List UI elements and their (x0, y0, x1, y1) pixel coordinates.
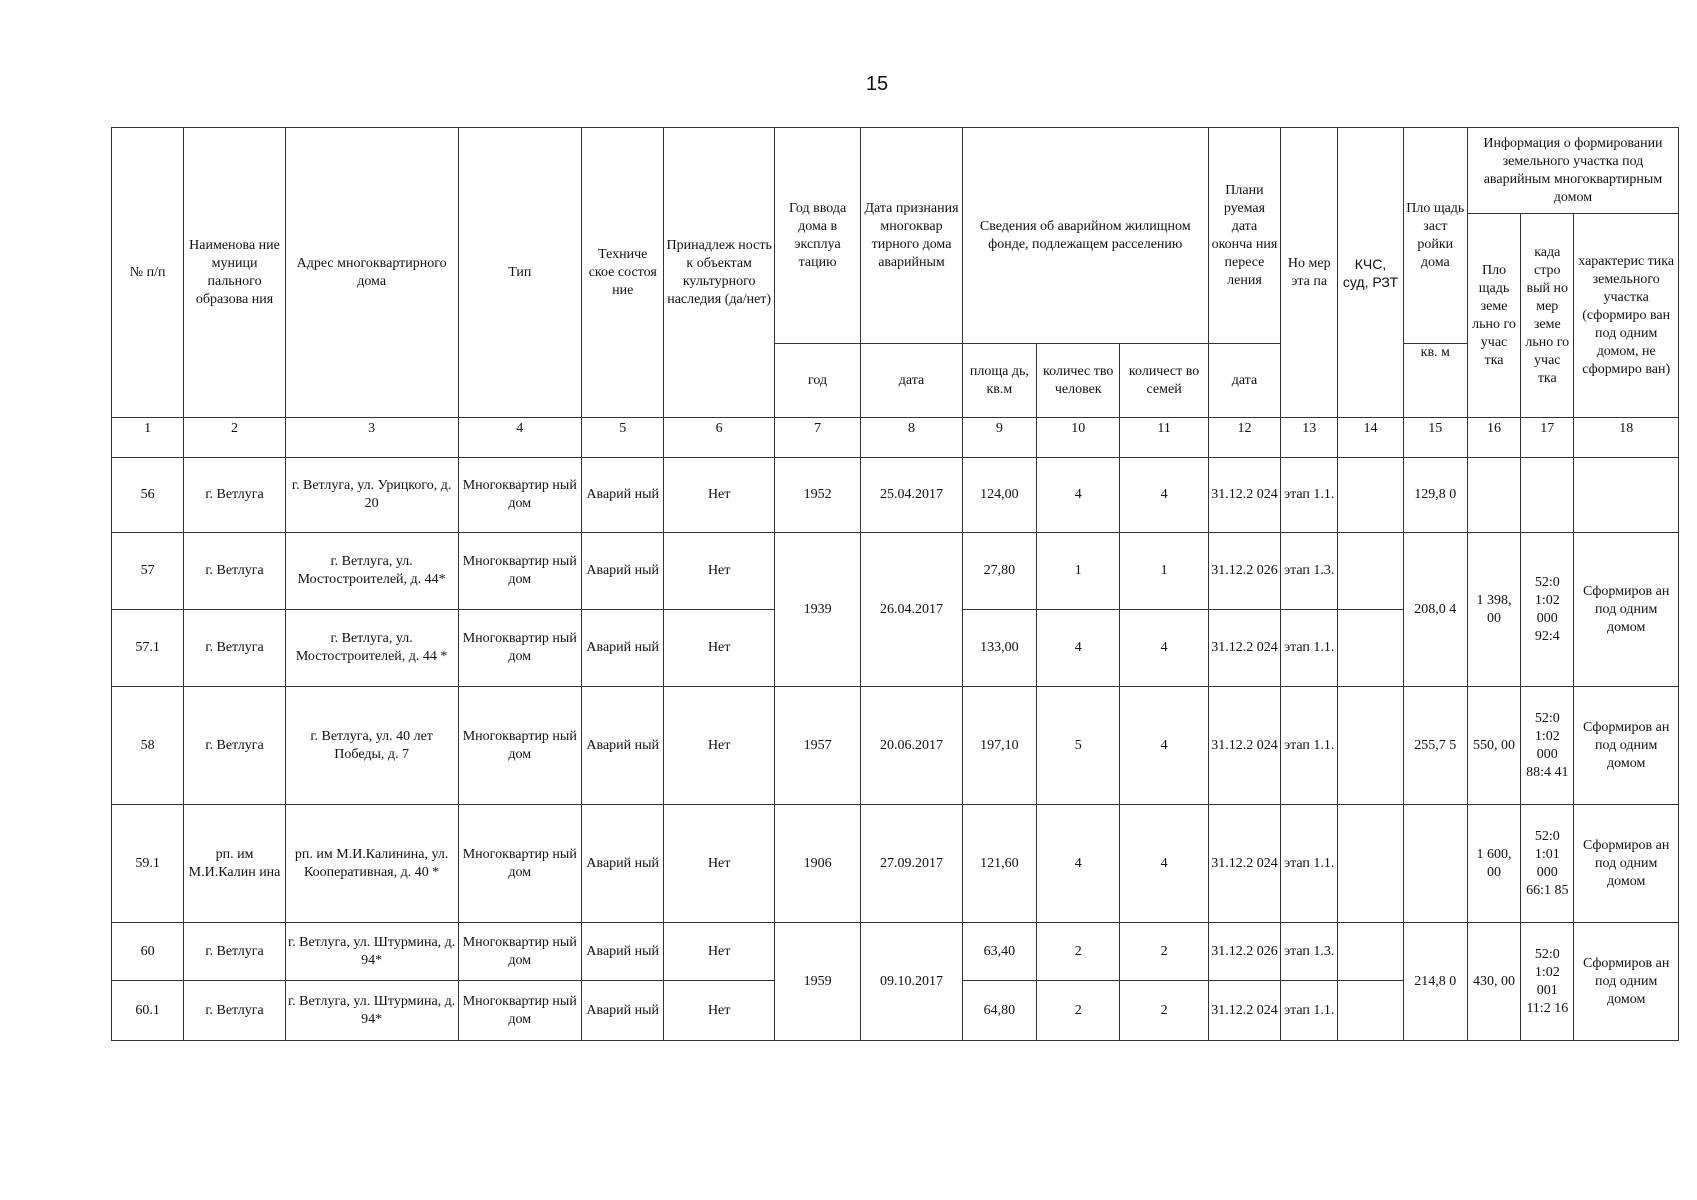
cell-year: 1952 (774, 458, 860, 533)
cell-stage: этап 1.1. (1281, 981, 1338, 1041)
cell-plan-date: 31.12.2 026 (1208, 923, 1280, 981)
cell-municipality: рп. им М.И.Калин ина (184, 805, 285, 923)
header-type: Тип (458, 128, 582, 418)
cell-stage: этап 1.3. (1281, 533, 1338, 610)
cell-built-area: 255,7 5 (1403, 687, 1467, 805)
header-unit-sqm: кв. м (1403, 344, 1467, 418)
header-built-area: Пло щадь заст ройки дома (1403, 128, 1467, 344)
header-heritage: Принадлеж ность к объектам культурного наследия (да/нет) (664, 128, 774, 418)
col-number: 17 (1521, 418, 1574, 458)
col-number: 8 (861, 418, 962, 458)
header-address: Адрес многоквартирного дома (285, 128, 458, 418)
cell-land-char: Сформиров ан под одним домом (1574, 687, 1679, 805)
col-number: 1 (112, 418, 184, 458)
header-sub-plan-date: дата (1208, 344, 1280, 418)
col-number: 7 (774, 418, 860, 458)
header-sub-year: год (774, 344, 860, 418)
page-number: 15 (865, 73, 889, 95)
cell-municipality: г. Ветлуга (184, 687, 285, 805)
cell-stage: этап 1.1. (1281, 805, 1338, 923)
col-number: 18 (1574, 418, 1679, 458)
cell-built-area (1403, 805, 1467, 923)
cell-cadastral: 52:0 1:01 000 66:1 85 (1521, 805, 1574, 923)
header-land-area: Пло щадь земе льно го учас тка (1467, 214, 1520, 418)
cell-type: Многоквартир ный дом (458, 805, 582, 923)
header-land-info: Информация о формировании земельного участка под аварийным многоквартирным домом (1467, 128, 1678, 214)
cell-families: 4 (1120, 805, 1208, 923)
cell-municipality: г. Ветлуга (184, 533, 285, 610)
cell-land-char: Сформиров ан под одним домом (1574, 805, 1679, 923)
cell-kchs (1338, 610, 1403, 687)
col-number: 13 (1281, 418, 1338, 458)
cell-state: Аварий ный (582, 981, 664, 1041)
header-num: № п/п (112, 128, 184, 418)
cell-heritage: Нет (664, 687, 774, 805)
cell-families: 4 (1120, 458, 1208, 533)
cell-date: 09.10.2017 (861, 923, 962, 1041)
cell-stage: этап 1.1. (1281, 687, 1338, 805)
cell-year: 1939 (774, 533, 860, 687)
header-sub-date: дата (861, 344, 962, 418)
cell-municipality: г. Ветлуга (184, 458, 285, 533)
cell-date: 26.04.2017 (861, 533, 962, 687)
cell-built-area: 208,0 4 (1403, 533, 1467, 687)
cell-plan-date: 31.12.2 024 (1208, 610, 1280, 687)
cell-families: 2 (1120, 923, 1208, 981)
col-number: 2 (184, 418, 285, 458)
cell-land-area: 430, 00 (1467, 923, 1520, 1041)
cell-plan-date: 31.12.2 024 (1208, 981, 1280, 1041)
cell-plan-date: 31.12.2 026 (1208, 533, 1280, 610)
header-sub-people: количес тво человек (1037, 344, 1120, 418)
cell-type: Многоквартир ный дом (458, 610, 582, 687)
header-tech-state: Техниче ское состоя ние (582, 128, 664, 418)
cell-area: 124,00 (962, 458, 1036, 533)
col-number: 9 (962, 418, 1036, 458)
cell-heritage: Нет (664, 805, 774, 923)
col-number: 10 (1037, 418, 1120, 458)
cell-area: 64,80 (962, 981, 1036, 1041)
cell-kchs (1338, 981, 1403, 1041)
cell-date: 25.04.2017 (861, 458, 962, 533)
cell-people: 4 (1037, 610, 1120, 687)
cell-num: 59.1 (112, 805, 184, 923)
header-planned-date: Плани руемая дата оконча ния пересе ления (1208, 128, 1280, 344)
cell-people: 5 (1037, 687, 1120, 805)
cell-state: Аварий ный (582, 923, 664, 981)
cell-kchs (1338, 458, 1403, 533)
cell-year: 1906 (774, 805, 860, 923)
header-stage: Но мер эта па (1281, 128, 1338, 418)
header-emergency-info: Сведения об аварийном жилищном фонде, подлежащем расселению (962, 128, 1208, 344)
header-recognition-date: Дата признания многоквар тирного дома аварийным (861, 128, 962, 344)
cell-num: 60.1 (112, 981, 184, 1041)
cell-year: 1959 (774, 923, 860, 1041)
cell-state: Аварий ный (582, 805, 664, 923)
cell-municipality: г. Ветлуга (184, 923, 285, 981)
table-row (112, 923, 1679, 981)
col-number: 15 (1403, 418, 1467, 458)
cell-land-char: Сформиров ан под одним домом (1574, 533, 1679, 687)
cell-num: 60 (112, 923, 184, 981)
cell-num: 57 (112, 533, 184, 610)
cell-num: 58 (112, 687, 184, 805)
column-numbers-row (112, 418, 1679, 458)
cell-families: 2 (1120, 981, 1208, 1041)
cell-address: г. Ветлуга, ул. Штурмина, д. 94* (285, 923, 458, 981)
header-municipality: Наименова ние муници пального образова ния (184, 128, 285, 418)
cell-address: г. Ветлуга, ул. 40 лет Победы, д. 7 (285, 687, 458, 805)
cell-stage: этап 1.1. (1281, 610, 1338, 687)
cell-kchs (1338, 687, 1403, 805)
cell-heritage: Нет (664, 458, 774, 533)
cell-address: рп. им М.И.Калинина, ул. Кооперативная, д. 40 * (285, 805, 458, 923)
cell-address: г. Ветлуга, ул. Мостостроителей, д. 44* (285, 533, 458, 610)
cell-land-char: Сформиров ан под одним домом (1574, 923, 1679, 1041)
cell-area: 63,40 (962, 923, 1036, 981)
cell-stage: этап 1.1. (1281, 458, 1338, 533)
cell-type: Многоквартир ный дом (458, 458, 582, 533)
cell-type: Многоквартир ный дом (458, 533, 582, 610)
cell-municipality: г. Ветлуга (184, 610, 285, 687)
col-number: 6 (664, 418, 774, 458)
table-row (112, 805, 1679, 923)
header-sub-area: площа дь, кв.м (962, 344, 1036, 418)
col-number: 4 (458, 418, 582, 458)
cell-num: 56 (112, 458, 184, 533)
cell-people: 4 (1037, 458, 1120, 533)
cell-address: г. Ветлуга, ул. Штурмина, д. 94* (285, 981, 458, 1041)
cell-kchs (1338, 923, 1403, 981)
cell-type: Многоквартир ный дом (458, 687, 582, 805)
cell-land-area: 1 600, 00 (1467, 805, 1520, 923)
cell-land-area: 550, 00 (1467, 687, 1520, 805)
col-number: 5 (582, 418, 664, 458)
cell-heritage: Нет (664, 610, 774, 687)
table-row (112, 533, 1679, 610)
cell-cadastral: 52:0 1:02 001 11:2 16 (1521, 923, 1574, 1041)
cell-heritage: Нет (664, 981, 774, 1041)
col-number: 3 (285, 418, 458, 458)
cell-land-area (1467, 458, 1520, 533)
cell-state: Аварий ный (582, 610, 664, 687)
cell-type: Многоквартир ный дом (458, 923, 582, 981)
col-number: 16 (1467, 418, 1520, 458)
cell-plan-date: 31.12.2 024 (1208, 687, 1280, 805)
col-number: 11 (1120, 418, 1208, 458)
cell-area: 133,00 (962, 610, 1036, 687)
cell-area: 197,10 (962, 687, 1036, 805)
cell-built-area: 214,8 0 (1403, 923, 1467, 1041)
cell-people: 2 (1037, 923, 1120, 981)
cell-address: г. Ветлуга, ул. Урицкого, д. 20 (285, 458, 458, 533)
cell-state: Аварий ный (582, 687, 664, 805)
cell-num: 57.1 (112, 610, 184, 687)
header-cadastral: када стро вый но мер земе льно го учас тка (1521, 214, 1574, 418)
header-sub-families: количест во семей (1120, 344, 1208, 418)
cell-families: 1 (1120, 533, 1208, 610)
cell-land-area: 1 398, 00 (1467, 533, 1520, 687)
header-year-commission: Год ввода дома в эксплуа тацию (774, 128, 860, 344)
cell-date: 27.09.2017 (861, 805, 962, 923)
cell-year: 1957 (774, 687, 860, 805)
cell-address: г. Ветлуга, ул. Мостостроителей, д. 44 * (285, 610, 458, 687)
cell-kchs (1338, 805, 1403, 923)
header-kchs: КЧС, суд, РЗТ (1338, 128, 1403, 418)
cell-families: 4 (1120, 610, 1208, 687)
cell-land-char (1574, 458, 1679, 533)
cell-people: 2 (1037, 981, 1120, 1041)
cell-cadastral: 52:0 1:02 000 88:4 41 (1521, 687, 1574, 805)
cell-built-area: 129,8 0 (1403, 458, 1467, 533)
cell-type: Многоквартир ный дом (458, 981, 582, 1041)
header-land-char: характерис тика земельного участка (сформиро ван под одним домом, не сформиро ван) (1574, 214, 1679, 418)
cell-families: 4 (1120, 687, 1208, 805)
cell-plan-date: 31.12.2 024 (1208, 805, 1280, 923)
cell-date: 20.06.2017 (861, 687, 962, 805)
cell-heritage: Нет (664, 533, 774, 610)
emergency-housing-table (111, 127, 1679, 1041)
table-row (112, 687, 1679, 805)
cell-cadastral: 52:0 1:02 000 92:4 (1521, 533, 1574, 687)
cell-area: 121,60 (962, 805, 1036, 923)
cell-kchs (1338, 533, 1403, 610)
cell-state: Аварий ный (582, 533, 664, 610)
cell-state: Аварий ный (582, 458, 664, 533)
col-number: 14 (1338, 418, 1403, 458)
table-row (112, 458, 1679, 533)
cell-people: 1 (1037, 533, 1120, 610)
cell-people: 4 (1037, 805, 1120, 923)
cell-area: 27,80 (962, 533, 1036, 610)
cell-municipality: г. Ветлуга (184, 981, 285, 1041)
cell-stage: этап 1.3. (1281, 923, 1338, 981)
col-number: 12 (1208, 418, 1280, 458)
cell-plan-date: 31.12.2 024 (1208, 458, 1280, 533)
cell-heritage: Нет (664, 923, 774, 981)
cell-cadastral (1521, 458, 1574, 533)
